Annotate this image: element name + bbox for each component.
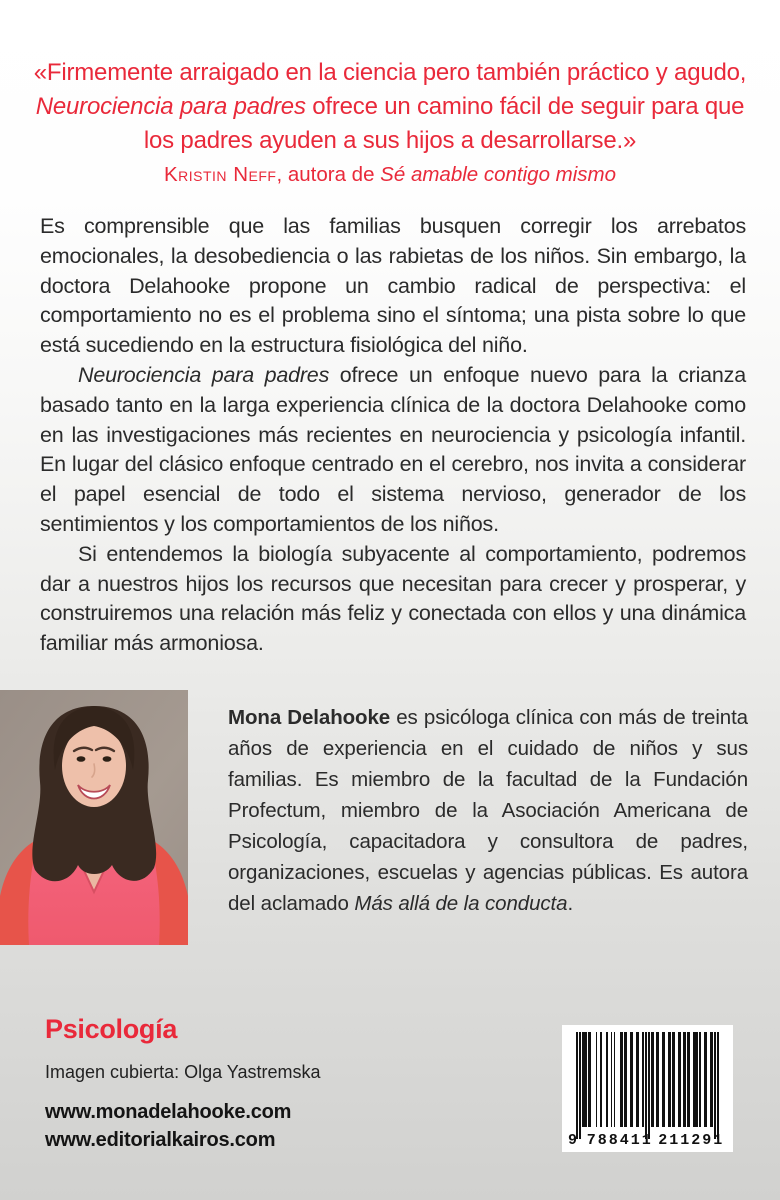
barcode-digit-lead: 9 xyxy=(568,1132,578,1149)
quote-attribution-middle: , autora de xyxy=(276,163,381,186)
category-label: Psicología xyxy=(45,1014,178,1044)
author-bio-text: es psicóloga clínica con más de treinta años de experiencia en el cuidado de niños y sus familias. Es miembro de la facultad de la Fundación Profectum, miembro de la Asociación Americana de Psicología, capacitadora y consultora de padres, organizaciones, escuelas y agencias públicas. Es autora del aclamado xyxy=(228,706,748,915)
barcode-bars-icon xyxy=(576,1032,719,1142)
website-urls xyxy=(45,1098,291,1154)
synopsis-paragraph-1: Es comprensible que las familias busquen corregir los arrebatos emocionales, la desobediencia o las rabietas de los niños. Sin embargo, la doctora Delahooke propone un cambio radical de perspectiva: el comportamiento no es el problema sino el síntoma; una pista sobre lo que está sucediendo en la estructura fisiológica del niño. xyxy=(40,214,746,358)
author-photo xyxy=(0,690,188,945)
synopsis-paragraph-2 xyxy=(40,361,746,540)
synopsis xyxy=(40,212,746,659)
quote-attribution-name: Kristin Neff xyxy=(163,163,277,186)
author-url: www.monadelahooke.com xyxy=(45,1101,292,1123)
cover-image-credit: Imagen cubierta: Olga Yastremska xyxy=(45,1062,321,1082)
review-quote-text: «Firmemente arraigado en la ciencia pero también práctico y agudo, xyxy=(33,59,747,86)
review-quote-book-title: Neurociencia para padres xyxy=(35,93,306,120)
author-bio-end: . xyxy=(567,892,574,915)
author-bio-work: Más allá de la conducta xyxy=(354,892,568,915)
review-quote xyxy=(30,56,750,158)
ean-barcode xyxy=(562,1025,733,1152)
author-bio xyxy=(228,702,748,919)
synopsis-book-title: Neurociencia para padres xyxy=(78,362,330,387)
quote-attribution xyxy=(30,163,750,187)
author-name: Mona Delahooke xyxy=(228,706,391,729)
barcode-digits-group1: 788411 xyxy=(586,1132,653,1149)
review-quote-text-after: ofrece un camino fácil de seguir para que los padres ayuden a sus hijos a desarrollarse.» xyxy=(143,93,745,154)
synopsis-paragraph-2-rest: ofrece un enfoque nuevo para la crianza basado tanto en la larga experiencia clínica de la doctora Delahooke como en las investigaciones más recientes en neurociencia y psicología infantil. En lugar del clásico enfoque centrado en el cerebro, nos invita a considerar el papel esencial de todo el sistema nervioso, generador de los sentimientos y los comportamientos de los niños. xyxy=(40,362,746,536)
quote-attribution-work: Sé amable contigo mismo xyxy=(380,163,617,186)
publisher-url: www.editorialkairos.com xyxy=(45,1129,276,1151)
barcode-digits xyxy=(568,1132,727,1149)
barcode-digits-group2: 211291 xyxy=(658,1132,725,1149)
synopsis-paragraph-3: Si entendemos la biología subyacente al comportamiento, podremos dar a nuestros hijos los recursos que necesitan para crecer y prosperar, y construiremos una relación más feliz y conectada con ellos y una dinámica familiar más armoniosa. xyxy=(40,541,746,656)
